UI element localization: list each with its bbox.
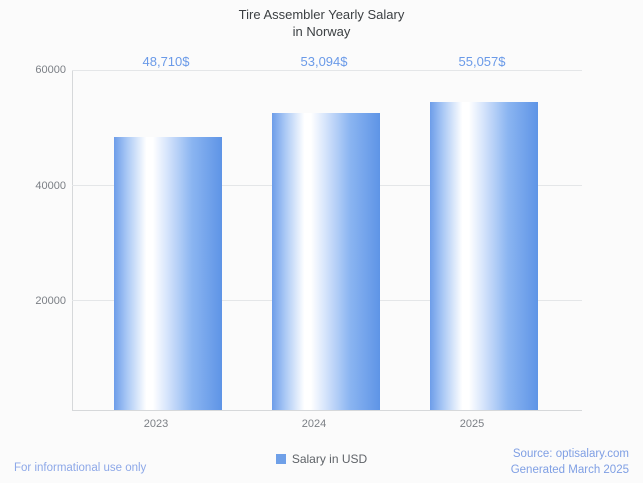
y-axis-tick-60000: 60000 [35,64,66,76]
bar-label-2023: 48,710$ [142,54,190,69]
y-axis-tick-40000: 40000 [35,180,66,192]
chart-subtitle: in Norway [292,24,351,39]
chart-title-main: Tire Assembler Yearly Salary [238,7,405,22]
footer-attribution [511,446,629,478]
gridline-60000 [72,70,582,71]
x-axis-tick-2024: 2024 [301,418,327,430]
x-axis-tick-2023: 2023 [143,418,169,430]
legend-label-salary[interactable]: Salary in USD [291,452,368,466]
y-axis-tick-20000: 20000 [35,295,66,307]
bar-2025[interactable] [430,102,538,410]
bar-label-2025: 55,057$ [458,54,506,69]
generated-text: Generated March 2025 [510,464,629,476]
disclaimer-text: For informational use only [14,462,147,474]
bar-2023[interactable] [114,137,222,410]
bar-2024[interactable] [272,113,380,410]
plot-area [72,70,582,410]
x-axis-tick-2025: 2025 [459,418,485,430]
legend-swatch-salary [276,454,286,464]
bar-label-2024: 53,094$ [300,54,348,69]
source-text: Source: optisalary.com [512,448,629,460]
x-axis-line [72,410,582,411]
chart-title [0,6,643,40]
y-axis-line [72,70,73,411]
